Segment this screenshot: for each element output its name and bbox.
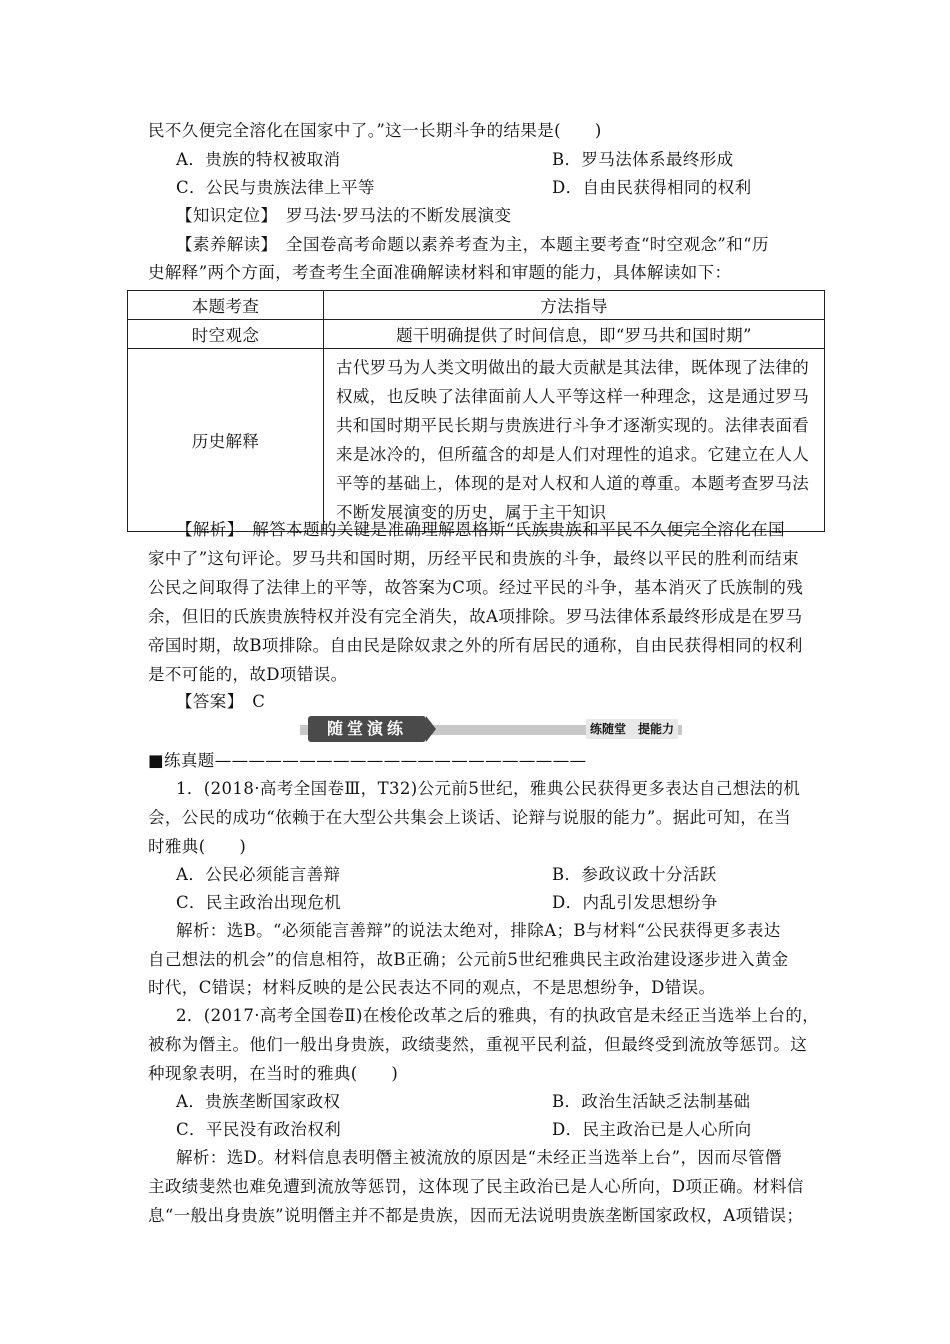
question-stem-tail: 民不久便完全溶化在国家中了。”这一长期斗争的结果是( ) [148,121,602,140]
guide-line: 不断发展演变的历史，属于主干知识 [336,503,607,522]
q2-explanation: 解析：选D。材料信息表明僭主被流放的原因是“未经正当选举上台”，因而尽管僭 [176,1148,782,1167]
q2-option-c: C．平民没有政治权利 [176,1120,342,1139]
q1-stem: 时雅典( ) [148,837,247,856]
option-a: A．贵族的特权被取消 [176,150,341,169]
q1-stem: 1．(2018·高考全国卷Ⅲ，T32)公元前5世纪，雅典公民获得更多表达自己想法的机 [176,779,801,798]
section-heading: ■练真题—————————————————————— [148,751,587,770]
q2-stem: 被称为僭主。他们一般出身贵族，政绩斐然，重视平民利益，但最终受到流放等惩罚。这 [148,1035,808,1054]
banner-subtitle: 练随堂 提能力 [586,719,678,739]
table-cell-spacetime: 时空观念 [128,320,324,349]
guide-line: 古代罗马为人类文明做出的最大贡献是其法律，既体现了法律的 [336,358,810,377]
q1-option-d: D．内乱引发思想纷争 [552,893,718,912]
option-d: D．自由民获得相同的权利 [552,178,752,197]
table-header-aspect: 本题考查 [128,291,324,320]
q1-option-b: B．参政议政十分活跃 [552,865,717,884]
q1-explanation: 解析：选B。“必须能言善辩”的说法太绝对，排除A；B与材料“公民获得更多表达 [176,921,781,940]
guide-line: 来是冰冷的，但所蕴含的却是人们对理性的追求。它建立在人人 [336,445,810,464]
q2-stem: 种现象表明，在当时的雅典( ) [148,1064,399,1083]
table-header-method: 方法指导 [324,291,825,320]
q2-option-b: B．政治生活缺乏法制基础 [552,1092,751,1111]
section-banner [300,716,682,742]
banner-title: 随堂演练 [308,716,426,742]
q1-option-a: A．公民必须能言善辩 [176,865,341,884]
analysis-line: 家中了”这句评论。罗马共和国时期，历经平民和贵族的斗争，最终以平民的胜利而结束 [148,549,800,568]
q1-option-c: C．民主政治出现危机 [176,893,342,912]
analysis-line: 【解析】 解答本题的关键是准确理解恩格斯“氏族贵族和平民不久便完全溶化在国 [176,520,785,539]
q2-explanation: 主政绩斐然也难免遭到流放等惩罚，这体现了民主政治已是人心所向，D项正确。材料信 [148,1177,804,1196]
q1-explanation: 时代，C错误；材料反映的是公民表达不同的观点，不是思想纷争，D错误。 [148,978,716,997]
analysis-line: 是不可能的，故D项错误。 [148,665,348,684]
analysis-line: 公民之间取得了法律上的平等，故答案为C项。经过平民的斗争，基本消灭了氏族制的残 [148,578,804,597]
table-cell-history: 历史解释 [128,349,324,532]
guide-line: 共和国时期平民长期与贵族进行斗争才逐渐实现的。法律表面看 [336,416,810,435]
option-c: C．公民与贵族法律上平等 [176,178,375,197]
table-cell-history-guide [324,349,825,532]
q2-stem: 2．(2017·高考全国卷Ⅱ)在梭伦改革之后的雅典，有的执政官是未经正当选举上台的， [176,1006,820,1025]
q2-explanation: 息“一般出身贵族”说明僭主并不都是贵族，因而无法说明贵族垄断国家政权，A项错误； [148,1206,804,1225]
q1-stem: 会，公民的成功“依赖于在大型公共集会上谈话、论辩与说服的能力”。据此可知，在当 [148,808,791,827]
answer: 【答案】 C [176,692,266,711]
guide-line: 权威，也反映了法律面前人人平等这样一种理念，这是通过罗马 [336,387,810,406]
guide-line: 平等的基础上，体现的是对人权和人道的尊重。本题考查罗马法 [336,474,810,493]
literacy-line-1: 【素养解读】 全国卷高考命题以素养考查为主，本题主要考查“时空观念”和“历 [176,235,769,254]
literacy-line-2: 史解释”两个方面，考查考生全面准确解读材料和审题的能力，具体解读如下： [148,263,732,282]
analysis-line: 余，但旧的氏族贵族特权并没有完全消失，故A项排除。罗马法律体系最终形成是在罗马 [148,607,803,626]
option-b: B．罗马法体系最终形成 [552,150,734,169]
table-cell-spacetime-guide: 题干明确提供了时间信息，即“罗马共和国时期” [324,320,825,349]
knowledge-position: 【知识定位】 罗马法·罗马法的不断发展演变 [176,206,512,225]
analysis-line: 帝国时期，故B项排除。自由民是除奴隶之外的所有居民的通称，自由民获得相同的权利 [148,636,803,655]
q1-explanation: 自己想法的机会”的信息相符，故B正确；公元前5世纪雅典民主政治建设逐步进入黄金 [148,950,789,969]
q2-option-a: A．贵族垄断国家政权 [176,1092,341,1111]
analysis-table [127,290,825,532]
q2-option-d: D．民主政治已是人心所向 [552,1120,752,1139]
